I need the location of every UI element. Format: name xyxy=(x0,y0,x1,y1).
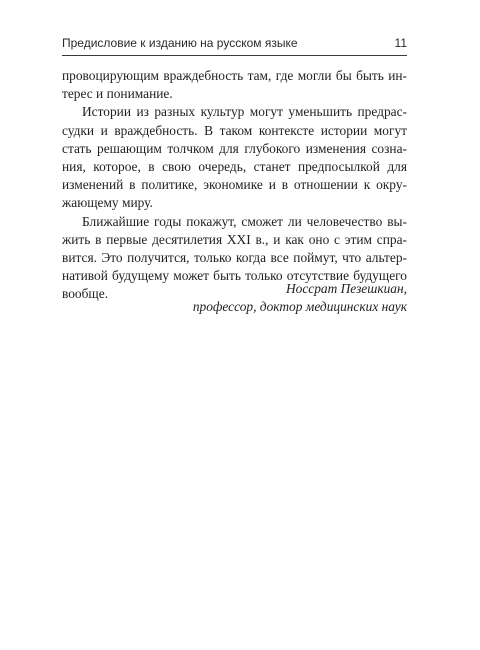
text-line: жающему миру. xyxy=(62,195,153,211)
header-rule xyxy=(62,55,407,56)
signature-block xyxy=(62,280,407,316)
text-line: провоцирующим враждебность там, где могли бы быть ин- xyxy=(62,68,407,83)
text-line: жить в первые десятилетия XXI в., и как оно с этим спра- xyxy=(62,231,407,247)
page-number: 11 xyxy=(394,36,407,50)
text-line: нативой будущему может быть только отсутствие будущего xyxy=(62,268,407,284)
text-line: Истории из разных культур могут уменьшить предрас- xyxy=(82,104,407,120)
author-name: Носсрат Пезешкиан, xyxy=(285,281,407,296)
text-line: стать решающим толчком для глубокого изменения созна- xyxy=(62,140,407,156)
text-line: изменений в политике, экономике и в отношении к окру- xyxy=(62,177,407,193)
body-text xyxy=(62,67,407,303)
running-title: Предисловие к изданию на русском языке xyxy=(62,36,298,50)
text-line: ния, которое, в свою очередь, станет предпосылкой для xyxy=(62,158,407,174)
running-header xyxy=(62,36,407,50)
text-line: вообще. xyxy=(62,286,109,302)
text-line: терес и понимание. xyxy=(62,86,173,102)
author-title: профессор, доктор медицинских наук xyxy=(192,299,407,315)
text-line: Ближайшие годы покажут, сможет ли человечество вы- xyxy=(82,213,407,229)
text-line: вится. Это получится, только когда все поймут, что альтер- xyxy=(62,249,407,265)
text-line: судки и враждебность. В таком контексте истории могут xyxy=(62,122,407,138)
